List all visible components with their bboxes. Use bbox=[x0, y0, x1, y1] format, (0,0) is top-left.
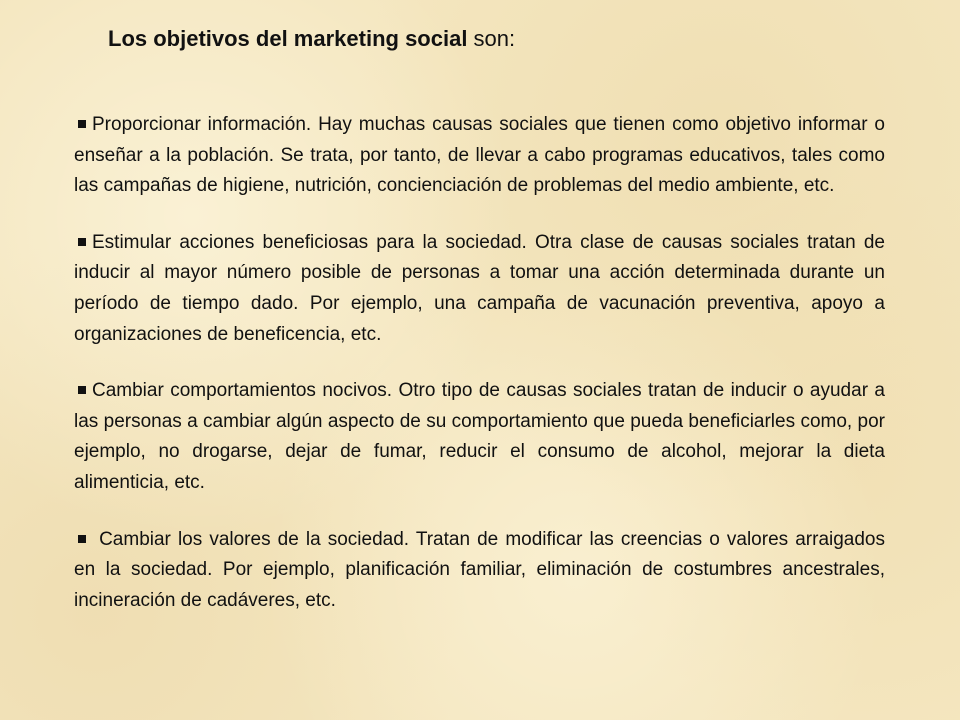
list-item-text: Cambiar comportamientos nocivos. Otro tipo de causas sociales tratan de inducir o ayudar a las personas a cambiar algún aspecto de su comportamiento que pueda beneficiarles como, por ejemplo, no drogarse, dejar de fumar, reducir el consumo de alcohol, mejorar la dieta alimenticia, etc. bbox=[74, 380, 885, 493]
list-item-text: Estimular acciones beneficiosas para la sociedad. Otra clase de causas sociales tratan de inducir al mayor número posible de personas a tomar una acción determinada durante un período de tiempo dado. Por ejemplo, una campaña de vacunación preventiva, apoyo a organizaciones de beneficencia, etc. bbox=[74, 231, 885, 345]
square-bullet-icon bbox=[78, 238, 86, 246]
square-bullet-icon bbox=[78, 535, 86, 543]
list-item bbox=[74, 110, 885, 202]
list-item bbox=[74, 228, 885, 350]
square-bullet-icon bbox=[78, 120, 86, 128]
slide-title-emphasis: Los objetivos del marketing social bbox=[108, 26, 468, 51]
square-bullet-icon bbox=[78, 386, 86, 394]
slide-title-suffix: son: bbox=[467, 26, 516, 51]
objectives-list bbox=[74, 110, 885, 642]
slide-title bbox=[108, 24, 515, 54]
list-item-text: Cambiar los valores de la sociedad. Tratan de modificar las creencias o valores arraigados en la sociedad. Por ejemplo, planificación familiar, eliminación de costumbres ancestrales, incineración de cadáveres, etc. bbox=[74, 528, 885, 611]
list-item bbox=[74, 376, 885, 498]
list-item bbox=[74, 525, 885, 617]
list-item-text: Proporcionar información. Hay muchas causas sociales que tienen como objetivo informar o enseñar a la población. Se trata, por tanto, de llevar a cabo programas educativos, tales como las campañas de higiene, nutrición, concienciación de problemas del medio ambiente, etc. bbox=[74, 114, 885, 197]
